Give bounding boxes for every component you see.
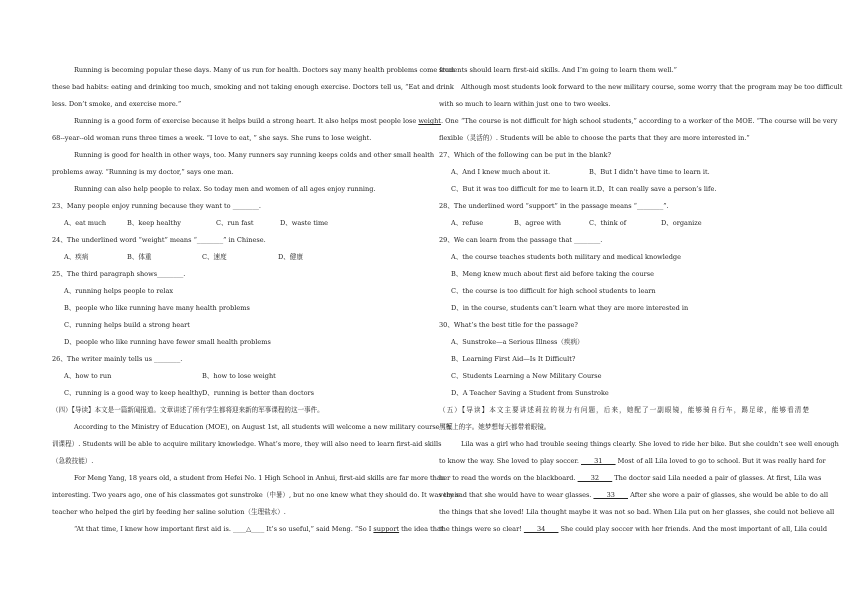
passage4-p4-line1: Although most students look forward to the new military course, some worry that the program may be too difficult — [461, 83, 843, 91]
passage3-p1-line3: less. Don’t smoke, and exercise more.” — [52, 100, 182, 108]
passage3-p3-line1: Running is good for health in other ways, too. Many runners say running keeps colds and other small health — [74, 151, 435, 159]
passage4-p4-line2: with so much to learn within just one to two weeks. — [439, 100, 611, 108]
q25-option-d: D、people who like running have fewer small health problems — [64, 338, 271, 346]
underlined-word-weight: weight — [418, 117, 441, 125]
passage5-line4: very sad that she would have to wear glasses. ____33____ After she wore a pair of glasses, she would be able to do all — [439, 491, 829, 499]
q23-option-c: C、run fast — [216, 219, 254, 227]
q23-option-a: A、eat much — [64, 219, 107, 227]
blank-34[interactable]: ____34____ — [523, 525, 559, 533]
question-26: 26、The writer mainly tells us ________. — [52, 355, 183, 363]
question-23: 23、Many people enjoy running because they want to ________. — [52, 202, 261, 210]
passage3-p1-line2: these bad habits: eating and drinking too much, smoking and not taking enough exercise. Doctors tell us, “Eat and drink — [52, 83, 454, 91]
q24-option-c: C、速度 — [202, 253, 227, 261]
q30-option-a: A、Sunstroke—a Serious Illness（疾病） — [451, 338, 584, 346]
passage4-p3-line2: students should learn first-aid skills. And I’m going to learn them well.” — [439, 66, 678, 74]
q25-option-b: B、people who like running have many health problems — [64, 304, 250, 312]
q25-option-c: C、running helps build a strong heart — [64, 321, 190, 329]
q24-option-b: B、体重 — [127, 253, 152, 261]
question-29: 29、We can learn from the passage that ________. — [439, 236, 603, 244]
passage3-p1-line1: Running is becoming popular these days. Many of us run for health. Doctors say many health problems come from — [74, 66, 455, 74]
question-27: 27、Which of the following can be put in the blank? — [439, 151, 612, 159]
q24-option-a: A、疾病 — [64, 253, 89, 261]
question-28: 28、The underlined word “support” in the passage means “________”. — [439, 202, 669, 210]
passage4-p1-line2: 训课程）. Students will be able to acquire military knowledge. What’s more, they will also need to learn first-aid skills — [52, 440, 442, 448]
q29-option-b: B、Meng knew much about first aid before taking the course — [451, 270, 654, 278]
q25-option-a: A、running helps people to relax — [64, 287, 174, 295]
passage5-line1: Lila was a girl who had trouble seeing things clearly. She loved to ride her bike. But she couldn’t see well enough — [461, 440, 839, 448]
passage5-line5: the things that she loved! Lila thought maybe it was not so bad. When Lila put on her glasses, she could not believe all — [439, 508, 835, 516]
passage3-p2-line1: Running is a good form of exercise because it helps build a strong heart. It also helps most people lose weight. One — [74, 117, 459, 125]
passage4-p5-line1: “The course is not difficult for high school students,” according to a worker of the MOE. “The course will be very — [461, 117, 838, 125]
q28-option-a: A、refuse — [451, 219, 484, 227]
q28-option-d: D、organize — [661, 219, 702, 227]
q30-option-b: B、Learning First Aid—Is It Difficult? — [451, 355, 576, 363]
q24-option-d: D、健康 — [278, 253, 303, 261]
question-25: 25、The third paragraph shows________. — [52, 270, 186, 278]
passage4-p1-line3: （急救技能）. — [52, 457, 94, 465]
guide-4: （四）【导读】本文是一篇新闻报道。文章讲述了所有学生都将迎来新的军事课程的这一事件。 — [52, 406, 324, 414]
passage3-p3-line2: problems away. “Running is my doctor,” says one man. — [52, 168, 234, 176]
q29-option-d: D、in the course, students can’t learn what they are more interested in — [451, 304, 689, 312]
q30-option-c: C、Students Learning a New Military Course — [451, 372, 602, 380]
q27-option-a: A、And I knew much about it. — [451, 168, 551, 176]
q23-option-b: B、keep healthy — [127, 219, 181, 227]
passage4-p2-line1: For Meng Yang, 18 years old, a student from Hefei No. 1 High School in Anhui, first-aid skills are far more than — [74, 474, 446, 482]
q27-option-c-d: C、But it was too difficult for me to learn it.D、It can really save a person’s life. — [451, 185, 717, 193]
q23-option-d: D、waste time — [280, 219, 329, 227]
q30-option-d: D、A Teacher Saving a Student from Sunstroke — [451, 389, 609, 397]
blank-33[interactable]: ____33____ — [593, 491, 628, 499]
blank-31[interactable]: ____31____ — [581, 457, 616, 465]
q28-option-b: B、agree with — [514, 219, 561, 227]
q29-option-a: A、the course teaches students both military and medical knowledge — [451, 253, 681, 261]
passage5-line2: to know the way. She loved to play soccer. ____31____ Most of all Lila loved to go to school. But it was really hard for — [439, 457, 826, 465]
q26-option-a: A、how to run — [64, 372, 112, 380]
blank-32[interactable]: ____32____ — [577, 474, 613, 482]
passage4-p3-line1: “At that time, I knew how important first aid is. ____△____ It’s so useful,” said Meng. “So I support the idea that — [74, 525, 444, 533]
underlined-word-support: support — [373, 525, 400, 533]
q26-option-c: C、running is a good way to keep healthy — [64, 389, 203, 397]
passage5-line6: the things were so clear! ____34____ She could play soccer with her friends. And the most important of all, Lila could — [439, 525, 828, 533]
passage3-p2-line2: 68--year--old woman runs three times a week. “I love to eat, ” she says. She runs to lose weight. — [52, 134, 372, 142]
passage5-line3: her to read the words on the blackboard. ____32____ The doctor said Lila needed a pair of glasses. At first, Lila was — [439, 474, 822, 482]
guide-5-line2: 黑板上的字。她梦想每天都带着眼镜。 — [439, 423, 551, 431]
passage3-p4: Running can also help people to relax. So today men and women of all ages enjoy running. — [74, 185, 376, 193]
question-24: 24、The underlined word “weight” means “________” in Chinese. — [52, 236, 266, 244]
guide-5-line1: （五）【导读】本文主要讲述莉拉的视力有问题，后来，她配了一副眼镜，能够骑自行车，踢足球，能够看清楚 — [439, 406, 809, 414]
passage4-p2-line2: interesting. Two years ago, one of his classmates got sunstroke（中暑）, but no one knew what they should do. It was their — [52, 491, 460, 499]
question-30: 30、What’s the best title for the passage? — [439, 321, 578, 329]
q27-option-b: B、But I didn’t have time to learn it. — [589, 168, 710, 176]
passage4-p5-line2: flexible（灵活的）. Students will be able to choose the parts that they are more interested in.” — [439, 134, 750, 142]
q26-option-d: D、running is better than doctors — [202, 389, 315, 397]
q29-option-c: C、the course is too difficult for high school students to learn — [451, 287, 656, 295]
passage4-p2-line3: teacher who helped the girl by feeding her saline solution（生理盐水）. — [52, 508, 286, 516]
q26-option-b: B、how to lose weight — [202, 372, 276, 380]
q28-option-c: C、think of — [589, 219, 627, 227]
passage4-p1-line1: According to the Ministry of Education (MOE), on August 1st, all students will welcome a new military course（军 — [74, 423, 453, 431]
